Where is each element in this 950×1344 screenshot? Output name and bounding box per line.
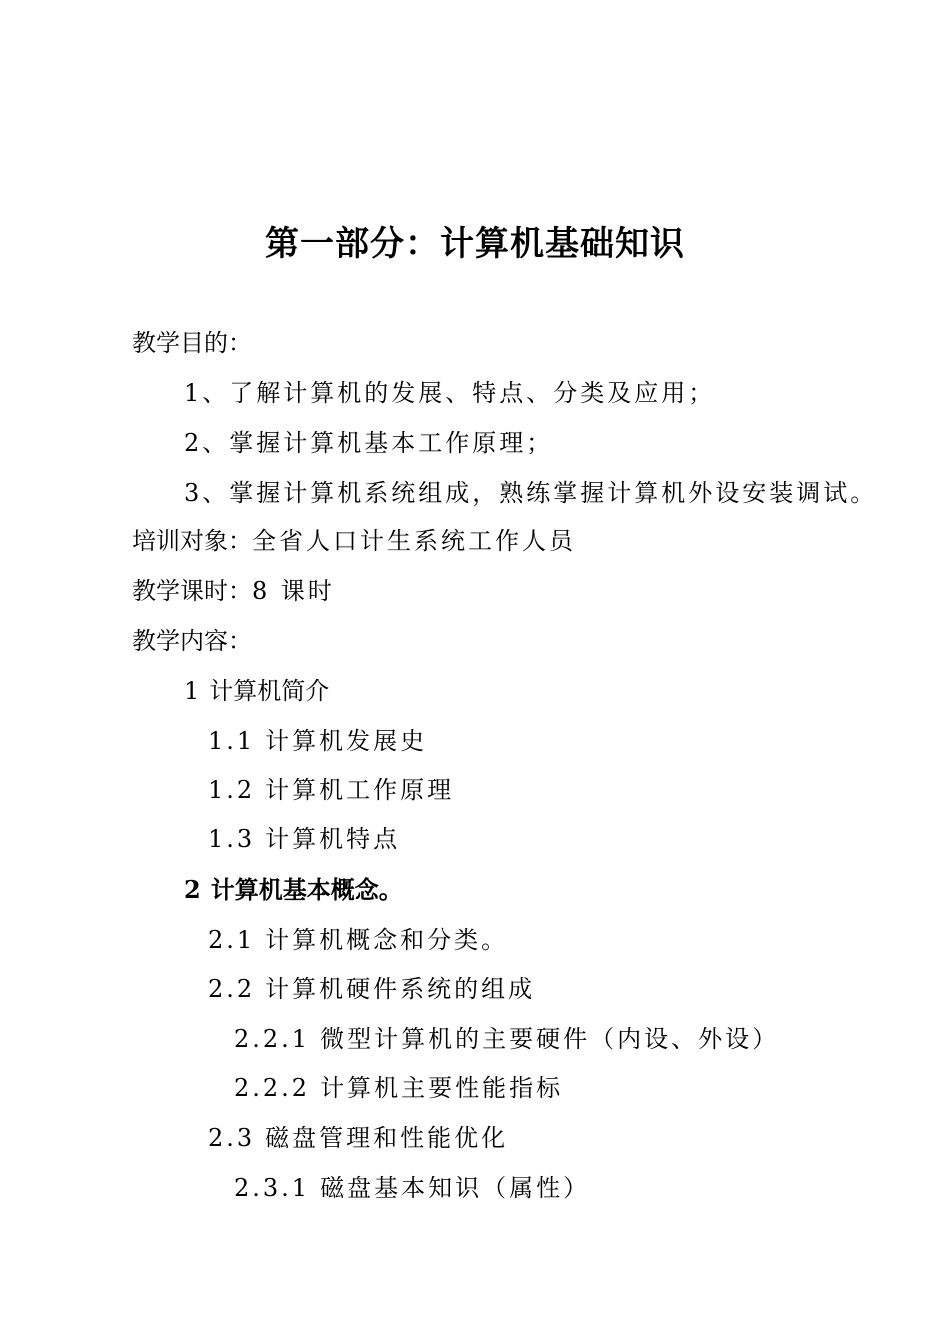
section-heading [184,674,329,708]
subsection-number: 2.2.1 [234,1025,311,1053]
subsection-title: 计算机主要性能指标 [320,1074,564,1102]
subsection-item [208,1121,508,1155]
subsection-item [208,923,508,957]
subsection-title: 计算机发展史 [265,727,428,755]
subsection-item [234,1171,590,1205]
audience-row [132,524,576,559]
subsection-number: 2.2.2 [234,1074,311,1102]
subsection-item [208,773,454,807]
audience-value: 全省人口计生系统工作人员 [252,527,576,555]
objective-item: 1、了解计算机的发展、特点、分类及应用； [184,379,716,407]
section-number: 1 [184,677,200,705]
subsection-number: 2.3.1 [234,1174,311,1202]
subsection-number: 1.3 [208,825,256,853]
hours-value: 8 课时 [252,577,335,605]
subsection-item [208,972,535,1006]
subsection-title: 计算机硬件系统的组成 [265,975,536,1003]
subsection-title: 微型计算机的主要硬件（内设、外设） [320,1025,780,1053]
subsection-number: 1.1 [208,727,256,755]
subsection-number: 2.3 [208,1124,256,1152]
section-title: 计算机简介 [209,677,330,705]
subsection-item [208,822,400,856]
audience-label: 培训对象： [132,527,252,555]
objectives-heading: 教学目的： [132,329,252,357]
subsection-number: 2.2 [208,975,256,1003]
subsection-title: 磁盘管理和性能优化 [265,1124,509,1152]
subsection-number: 1.2 [208,776,256,804]
subsection-item [208,724,427,758]
objective-item: 2、掌握计算机基本工作原理； [184,429,554,457]
subsection-title: 计算机特点 [265,825,401,853]
subsection-number: 2.1 [208,926,256,954]
subsection-item [234,1022,779,1056]
section-heading [184,873,403,907]
objective-item: 3、掌握计算机系统组成，熟练掌握计算机外设安装调试。 [184,479,878,507]
page-title: 第一部分：计算机基础知识 [265,224,685,264]
subsection-title: 磁盘基本知识（属性） [320,1174,591,1202]
subsection-title: 计算机概念和分类。 [265,926,509,954]
section-number: 2 [184,875,201,904]
section-title: 计算机基本概念。 [210,876,403,904]
subsection-title: 计算机工作原理 [265,776,455,804]
content-heading: 教学内容： [132,627,252,655]
hours-row [132,574,335,609]
subsection-item [234,1071,563,1105]
hours-label: 教学课时： [132,577,252,605]
